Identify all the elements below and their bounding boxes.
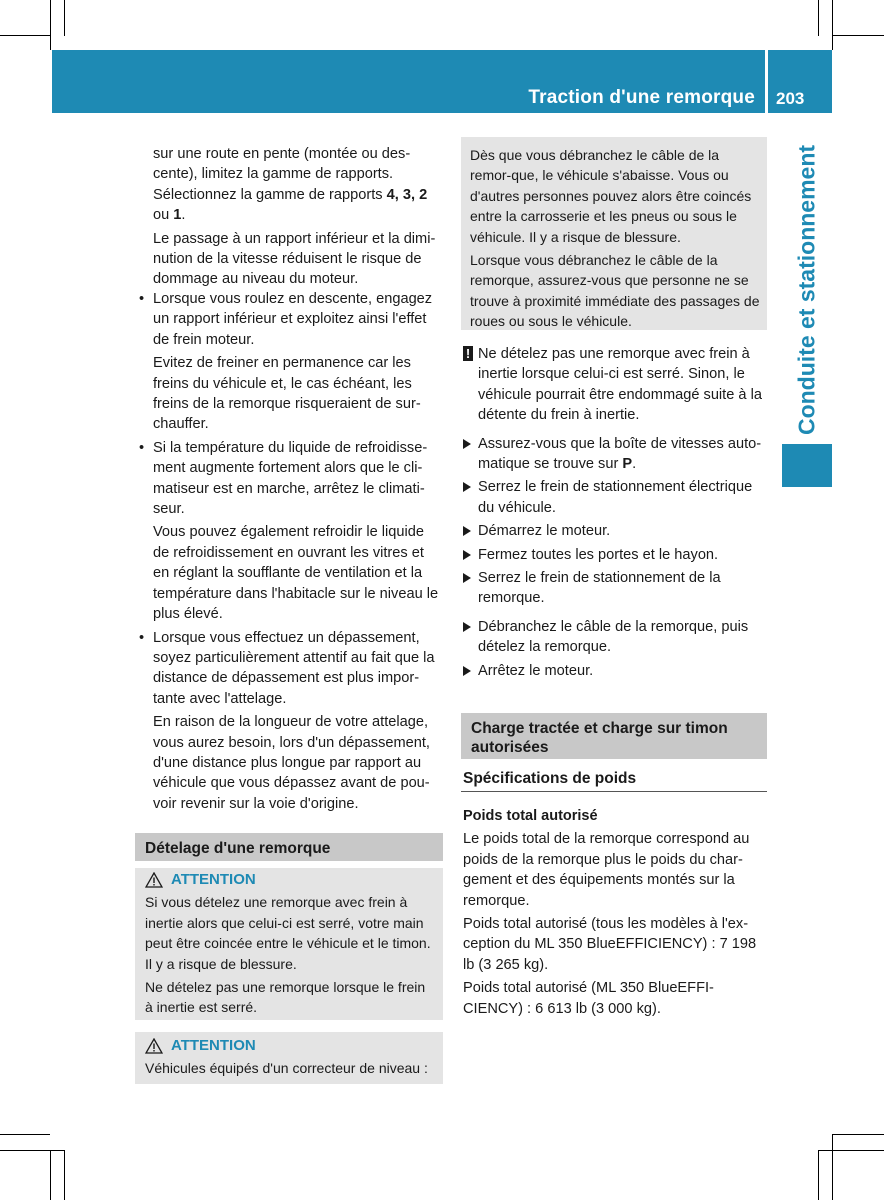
subsection-heading: Spécifications de poids [463, 770, 637, 787]
arrow-icon [463, 666, 471, 676]
paragraph: Poids total autorisé (tous les modèles à l'ex-ception du ML 350 BlueEFFICIENCY) : 7 198 lb (3 265 kg). [463, 916, 757, 973]
list-item: • Si la température du liquide de refroidisse-ment augmente fortement alors que le cli-matiseur est en marche, arrêtez le climati-seur. [139, 439, 428, 518]
warning-heading: ATTENTION [145, 1036, 435, 1056]
section-heading: Dételage d'une remorque [135, 833, 443, 861]
arrow-icon [463, 550, 471, 560]
paragraph: Le poids total de la remorque correspond au poids de la remorque plus le poids du char-gement et des équipements montés sur la remorque. [463, 831, 750, 909]
warning-text: Ne dételez pas une remorque lorsque le frein à inertie est serré. [145, 979, 426, 1016]
warning-box [135, 1032, 443, 1084]
arrow-icon [463, 622, 471, 632]
note: ! Ne dételez pas une remorque avec frein à inertie lorsque celui-ci est serré. Sinon, le véhicule pourrait être endommagé suite à la détente du frein à inertie. [463, 344, 769, 426]
right-column-weights [463, 806, 769, 1022]
chapter-tab [782, 140, 832, 440]
warning-text: Si vous dételez une remorque avec frein à inertie alors que celui-ci est serré, votre main peut être coincée entre le véhicule et le timon. Il y a risque de blessure. [145, 894, 431, 972]
arrow-icon [463, 439, 471, 449]
warning-text: Dès que vous débranchez le câble de la remor-que, le véhicule s'abaisse. Vous ou d'autres personnes pouvez alors être coincés entre la carrosserie et les pneus ou sous le véhicule. Il y a risque de blessure. [470, 147, 752, 245]
arrow-icon [463, 482, 471, 492]
left-column [153, 144, 443, 293]
crop-mark [818, 0, 819, 36]
crop-mark [0, 1150, 64, 1151]
chapter-title: Conduite et stationnement [793, 144, 820, 436]
paragraph: Vous pouvez également refroidir le liquide de refroidissement en ouvrant les vitres et en réglant la soufflante de ventilation et la température dans l'habitacle sur le niveau le plus élevé. [153, 524, 439, 623]
warning-box-continued [461, 137, 767, 330]
warning-heading: ATTENTION [145, 870, 435, 890]
step-item: Serrez le frein de stationnement électrique du véhicule. [463, 477, 769, 518]
chapter-marker [782, 444, 832, 487]
crop-mark [832, 1134, 833, 1200]
crop-mark [0, 35, 50, 36]
instruction-steps [463, 434, 769, 681]
page-number-box [768, 50, 832, 113]
crop-mark [64, 0, 65, 36]
header-bar [52, 50, 765, 113]
subheading: Poids total autorisé [463, 808, 598, 824]
page-title: Traction d'une remorque [528, 87, 755, 108]
crop-mark [50, 1150, 51, 1200]
crop-mark [818, 1150, 884, 1151]
section-heading: Charge tractée et charge sur timon autorisées [461, 713, 767, 759]
paragraph: Le passage à un rapport inférieur et la dimi-nution de la vitesse réduisent le risque de dommage au niveau du moteur. [153, 230, 436, 288]
warning-icon [145, 1038, 163, 1054]
divider [461, 791, 767, 792]
paragraph: En raison de la longueur de votre attelage, vous aurez besoin, lors d'un dépassement, d'une distance plus longue par rapport au véhicule que vous dépassez avant de pou-voir revenir sur la voie d'origine. [153, 714, 430, 812]
page-number: 203 [776, 89, 805, 108]
step-item: Serrez le frein de stationnement de la remorque. [463, 568, 769, 609]
step-item: Arrêtez le moteur. [463, 661, 769, 681]
warning-icon [145, 872, 163, 888]
step-item: Débranchez le câble de la remorque, puis dételez la remorque. [463, 617, 769, 658]
crop-mark [50, 0, 51, 50]
paragraph: sur une route en pente (montée ou des-cente), limitez la gamme de rapports. Sélectionnez la gamme de rapports 4, 3, 2 ou 1. [153, 146, 428, 224]
paragraph: Poids total autorisé (ML 350 BlueEFFI-CIENCY) : 6 613 lb (3 000 kg). [463, 980, 714, 1017]
step-item: Assurez-vous que la boîte de vitesses auto-matique se trouve sur P. [463, 434, 769, 475]
crop-mark [0, 1134, 50, 1135]
crop-mark [833, 35, 884, 36]
arrow-icon [463, 526, 471, 536]
step-item: Fermez toutes les portes et le hayon. [463, 545, 769, 565]
left-column-bullets [139, 289, 443, 817]
right-column [463, 344, 769, 684]
arrow-icon [463, 573, 471, 583]
crop-mark [833, 1134, 884, 1135]
crop-mark [832, 0, 833, 50]
warning-text: Véhicules équipés d'un correcteur de niveau : [145, 1060, 428, 1077]
step-item: Démarrez le moteur. [463, 521, 769, 541]
paragraph: Evitez de freiner en permanence car les freins du véhicule et, le cas échéant, les freins de la remorque risqueraient de sur-chauffer. [153, 355, 421, 433]
warning-text: Lorsque vous débranchez le câble de la remorque, assurez-vous que personne ne se trouve à proximité immédiate des passages de roues ou sous le véhicule. [470, 252, 760, 330]
warning-box [135, 868, 443, 1020]
list-item: • Lorsque vous effectuez un dépassement, soyez particulièrement attentif au fait que la distance de dépassement est plus impor-tante avec l'attelage. [139, 629, 435, 707]
crop-mark [64, 1150, 65, 1200]
note-icon: ! [463, 346, 473, 361]
list-item: • Lorsque vous roulez en descente, engagez un rapport inférieur et exploitez ainsi l'effet de frein moteur. [139, 291, 433, 348]
crop-mark [818, 1150, 819, 1200]
